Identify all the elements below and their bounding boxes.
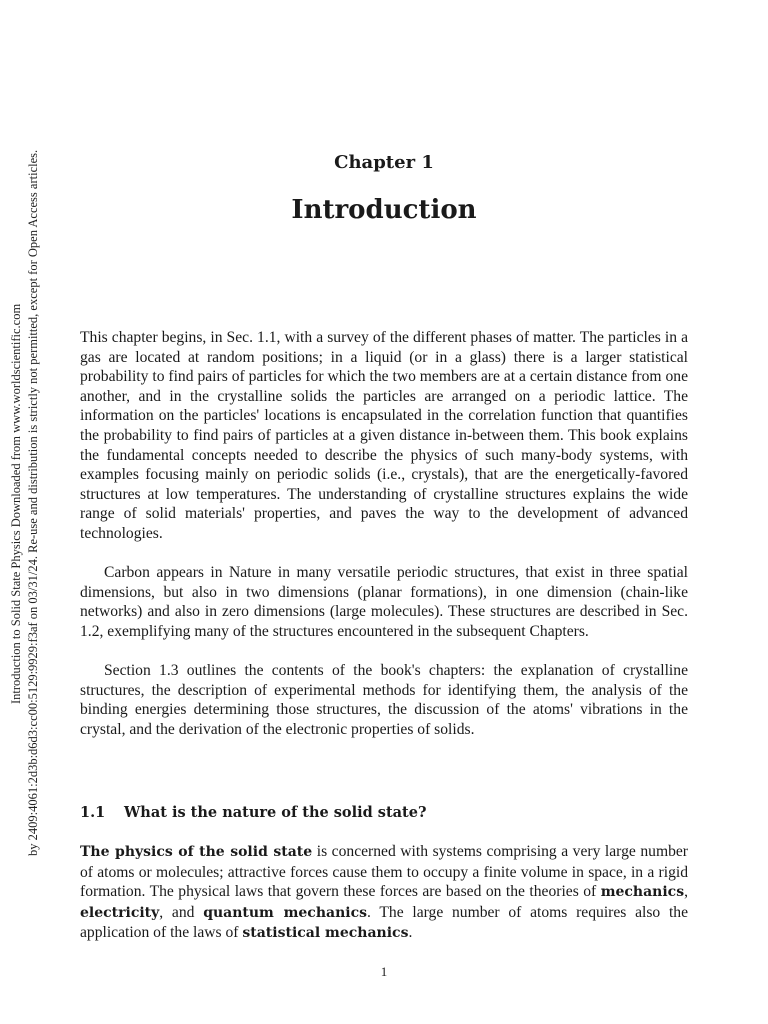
page-number: 1 xyxy=(380,964,388,979)
bold-term-solid-state: The physics of the solid state xyxy=(80,844,313,860)
bold-term-statistical-mechanics: statistical mechanics xyxy=(242,925,409,942)
intro-paragraph-3: Section 1.3 outlines the contents of the book's chapters: the explanation of crystalline structures, the description of experimental methods for identifying them, the analysis of the binding energies determining those structures, the discussion of the atoms' vibrations in the crystal, and the derivation of the electronic properties of solids. xyxy=(80,662,688,738)
text-run-1: is concerned with systems comprising a very large number of atoms or molecules; attractive forces cause them to occupy a finite volume in space, in a rigid formation. The physical laws that govern these forces are based on the theories of xyxy=(80,843,688,901)
text-run-5: . xyxy=(408,924,413,942)
text-run-3: , and xyxy=(159,903,204,921)
bold-term-electricity: electricity xyxy=(80,904,160,921)
section-heading xyxy=(80,804,426,821)
section-title: What is the nature of the solid state? xyxy=(124,804,427,821)
text-run-4: . The large number of atoms requires also the application of the laws of xyxy=(80,903,689,942)
section-number: 1.1 xyxy=(80,804,106,821)
intro-paragraph-1: This chapter begins, in Sec. 1.1, with a survey of the different phases of matter. The particles in a gas are located at random positions; in a liquid (or in a glass) there is a larger statistical probability to find pairs of particles for which the two members are at a certain distance from one another, and in the crystalline solids the particles are arranged on a periodic lattice. The information on the particles' locations is encapsulated in the correlation function that quantifies the probability to find pairs of particles at a given distance in-between them. This book explains the fundamental concepts needed to describe the physics of such many-body systems, with examples focusing mainly on periodic solids (i.e., crystals), that are the energetically-favored structures at low temperatures. The understanding of crystalline structures explains the wide range of solid materials' properties, and paves the way to the development of advanced technologies. xyxy=(80,329,688,542)
text-run-2: , xyxy=(684,883,688,901)
download-notice-line-1: Introduction to Solid State Physics Downloaded from www.worldscientific.com xyxy=(9,303,23,704)
bold-term-mechanics: mechanics xyxy=(600,884,685,901)
chapter-title: Introduction xyxy=(291,195,477,225)
chapter-label: Chapter 1 xyxy=(334,152,434,173)
intro-paragraph-2: Carbon appears in Nature in many versatile periodic structures, that exist in three spatial dimensions, but also in two dimensions (planar formations), in one dimension (chain-like networks) and also in zero dimensions (large molecules). These structures are described in Sec. 1.2, exemplifying many of the structures encountered in the subsequent Chapters. xyxy=(80,564,688,640)
section-paragraph-1 xyxy=(80,842,688,944)
bold-term-quantum-mechanics: quantum mechanics xyxy=(203,904,367,921)
download-notice-line-2: by 2409:4061:2d3b:d6d3:cc00:5129:9929:f3af on 03/31/24. Re-use and distribution is strictly not permitted, except for Open Access articles. xyxy=(26,149,40,856)
